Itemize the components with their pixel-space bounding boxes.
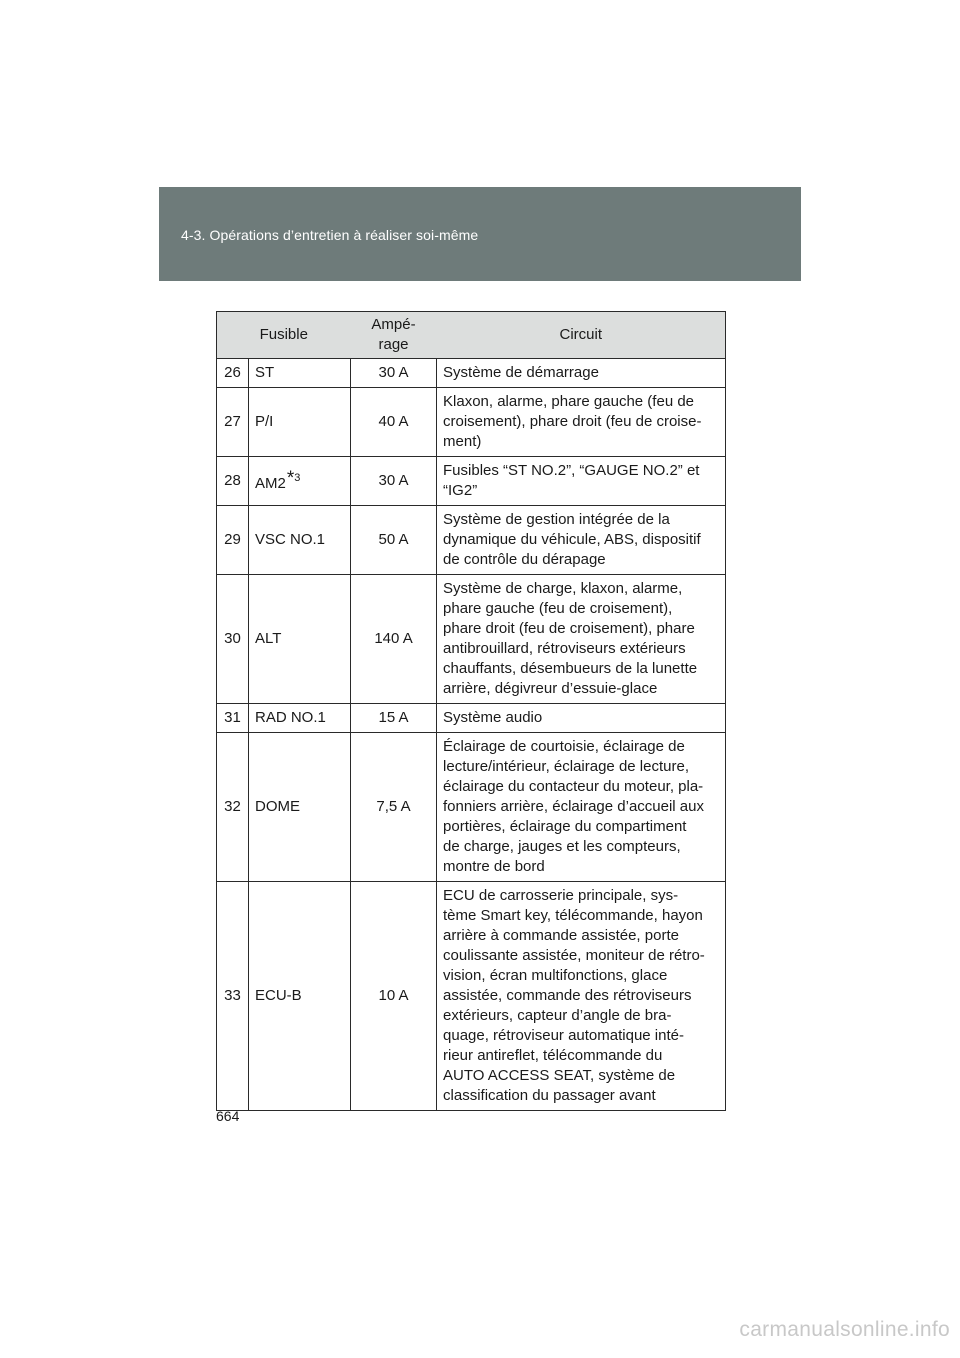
table-row (217, 359, 726, 388)
fuse-amperage: 7,5 A (351, 733, 437, 882)
circuit-line: Système de gestion intégrée de la (443, 511, 670, 528)
fuse-amperage: 50 A (351, 506, 437, 575)
fuse-name: ST (255, 364, 275, 381)
circuit-line: croisement), phare droit (feu de croise- (443, 413, 702, 430)
header-amperage-line2: rage (378, 336, 409, 353)
circuit-line: ECU de carrosserie principale, sys- (443, 887, 679, 904)
circuit-line: arrière à commande assistée, porte (443, 927, 679, 944)
fuse-amperage: 40 A (351, 388, 437, 457)
circuit-line: tème Smart key, télécommande, hayon (443, 907, 703, 924)
fuse-amperage: 30 A (351, 457, 437, 506)
fuse-circuit (437, 882, 726, 1111)
circuit-line: portières, éclairage du compartiment (443, 818, 687, 835)
circuit-line: classification du passager avant (443, 1087, 656, 1104)
fuse-number: 27 (217, 388, 249, 457)
fuse-number: 30 (217, 575, 249, 704)
header-amperage (351, 312, 437, 359)
fuse-name: AM2 (255, 475, 286, 492)
fuse-circuit (437, 506, 726, 575)
circuit-line: AUTO ACCESS SEAT, système de (443, 1067, 676, 1084)
fuse-name: ECU-B (255, 987, 302, 1004)
header-circuit: Circuit (437, 312, 726, 359)
header-fuse: Fusible (217, 312, 351, 359)
circuit-line: phare gauche (feu de croisement), (443, 600, 673, 617)
fuse-number: 29 (217, 506, 249, 575)
circuit-line: vision, écran multifonctions, glace (443, 967, 668, 984)
circuit-line: ment) (443, 433, 482, 450)
circuit-line: de charge, jauges et les compteurs, (443, 838, 681, 855)
fuse-circuit (437, 359, 726, 388)
circuit-line: Klaxon, alarme, phare gauche (feu de (443, 393, 695, 410)
circuit-line: antibrouillard, rétroviseurs extérieurs (443, 640, 686, 657)
circuit-line: éclairage du contacteur du moteur, pla- (443, 778, 704, 795)
fuse-amperage: 10 A (351, 882, 437, 1111)
table-row (217, 388, 726, 457)
fuse-number: 32 (217, 733, 249, 882)
footnote-asterisk: * (286, 468, 295, 489)
circuit-line: arrière, dégivreur d’essuie-glace (443, 680, 658, 697)
circuit-line: phare droit (feu de croisement), phare (443, 620, 695, 637)
fuse-amperage: 15 A (351, 704, 437, 733)
circuit-line: coulissante assistée, moniteur de rétro- (443, 947, 705, 964)
fuse-circuit (437, 457, 726, 506)
fuse-number: 31 (217, 704, 249, 733)
table-row (217, 733, 726, 882)
fuse-name-cell (249, 575, 351, 704)
circuit-line: extérieurs, capteur d’angle de bra- (443, 1007, 672, 1024)
fuse-name-cell (249, 733, 351, 882)
section-title: 4-3. Opérations d’entretien à réaliser soi-même (181, 227, 479, 243)
circuit-line: chauffants, désembueurs de la lunette (443, 660, 698, 677)
fuse-name-cell (249, 359, 351, 388)
table-row (217, 704, 726, 733)
section-header-band (159, 187, 801, 281)
circuit-line: Éclairage de courtoisie, éclairage de (443, 738, 685, 755)
circuit-line: assistée, commande des rétroviseurs (443, 987, 692, 1004)
fuse-name: DOME (255, 798, 300, 815)
fuse-table (216, 311, 726, 1111)
fuse-name-cell (249, 882, 351, 1111)
fuse-circuit (437, 388, 726, 457)
table-row (217, 882, 726, 1111)
circuit-line: montre de bord (443, 858, 545, 875)
fuse-name: P/I (255, 413, 274, 430)
fuse-circuit (437, 733, 726, 882)
table-body (217, 359, 726, 1111)
fuse-name-cell (249, 388, 351, 457)
fuse-number: 28 (217, 457, 249, 506)
fuse-circuit (437, 575, 726, 704)
page-number: 664 (216, 1108, 240, 1124)
circuit-line: de contrôle du dérapage (443, 551, 606, 568)
watermark: carmanualsonline.info (739, 1318, 950, 1341)
table-row (217, 575, 726, 704)
circuit-line: rieur antireflet, télécommande du (443, 1047, 663, 1064)
fuse-number: 33 (217, 882, 249, 1111)
fuse-name: VSC NO.1 (255, 531, 326, 548)
header-amperage-line1: Ampé- (371, 316, 416, 333)
fuse-name-cell (249, 704, 351, 733)
circuit-line: Système de charge, klaxon, alarme, (443, 580, 683, 597)
fuse-amperage: 140 A (351, 575, 437, 704)
circuit-line: quage, rétroviseur automatique inté- (443, 1027, 684, 1044)
fuse-name-cell (249, 457, 351, 506)
fuse-name: ALT (255, 630, 282, 647)
footnote-number: 3 (294, 472, 301, 484)
circuit-line: lecture/intérieur, éclairage de lecture, (443, 758, 689, 775)
fuse-name: RAD NO.1 (255, 709, 326, 726)
table-header-row (217, 312, 726, 359)
circuit-line: fonniers arrière, éclairage d’accueil aux (443, 798, 704, 815)
table-row (217, 506, 726, 575)
circuit-line: dynamique du véhicule, ABS, dispositif (443, 531, 701, 548)
fuse-amperage: 30 A (351, 359, 437, 388)
circuit-line: Système audio (443, 709, 543, 726)
circuit-line: “IG2” (443, 482, 478, 499)
circuit-line: Système de démarrage (443, 364, 599, 381)
fuse-circuit (437, 704, 726, 733)
table-row (217, 457, 726, 506)
fuse-name-cell (249, 506, 351, 575)
circuit-line: Fusibles “ST NO.2”, “GAUGE NO.2” et (443, 462, 700, 479)
fuse-number: 26 (217, 359, 249, 388)
